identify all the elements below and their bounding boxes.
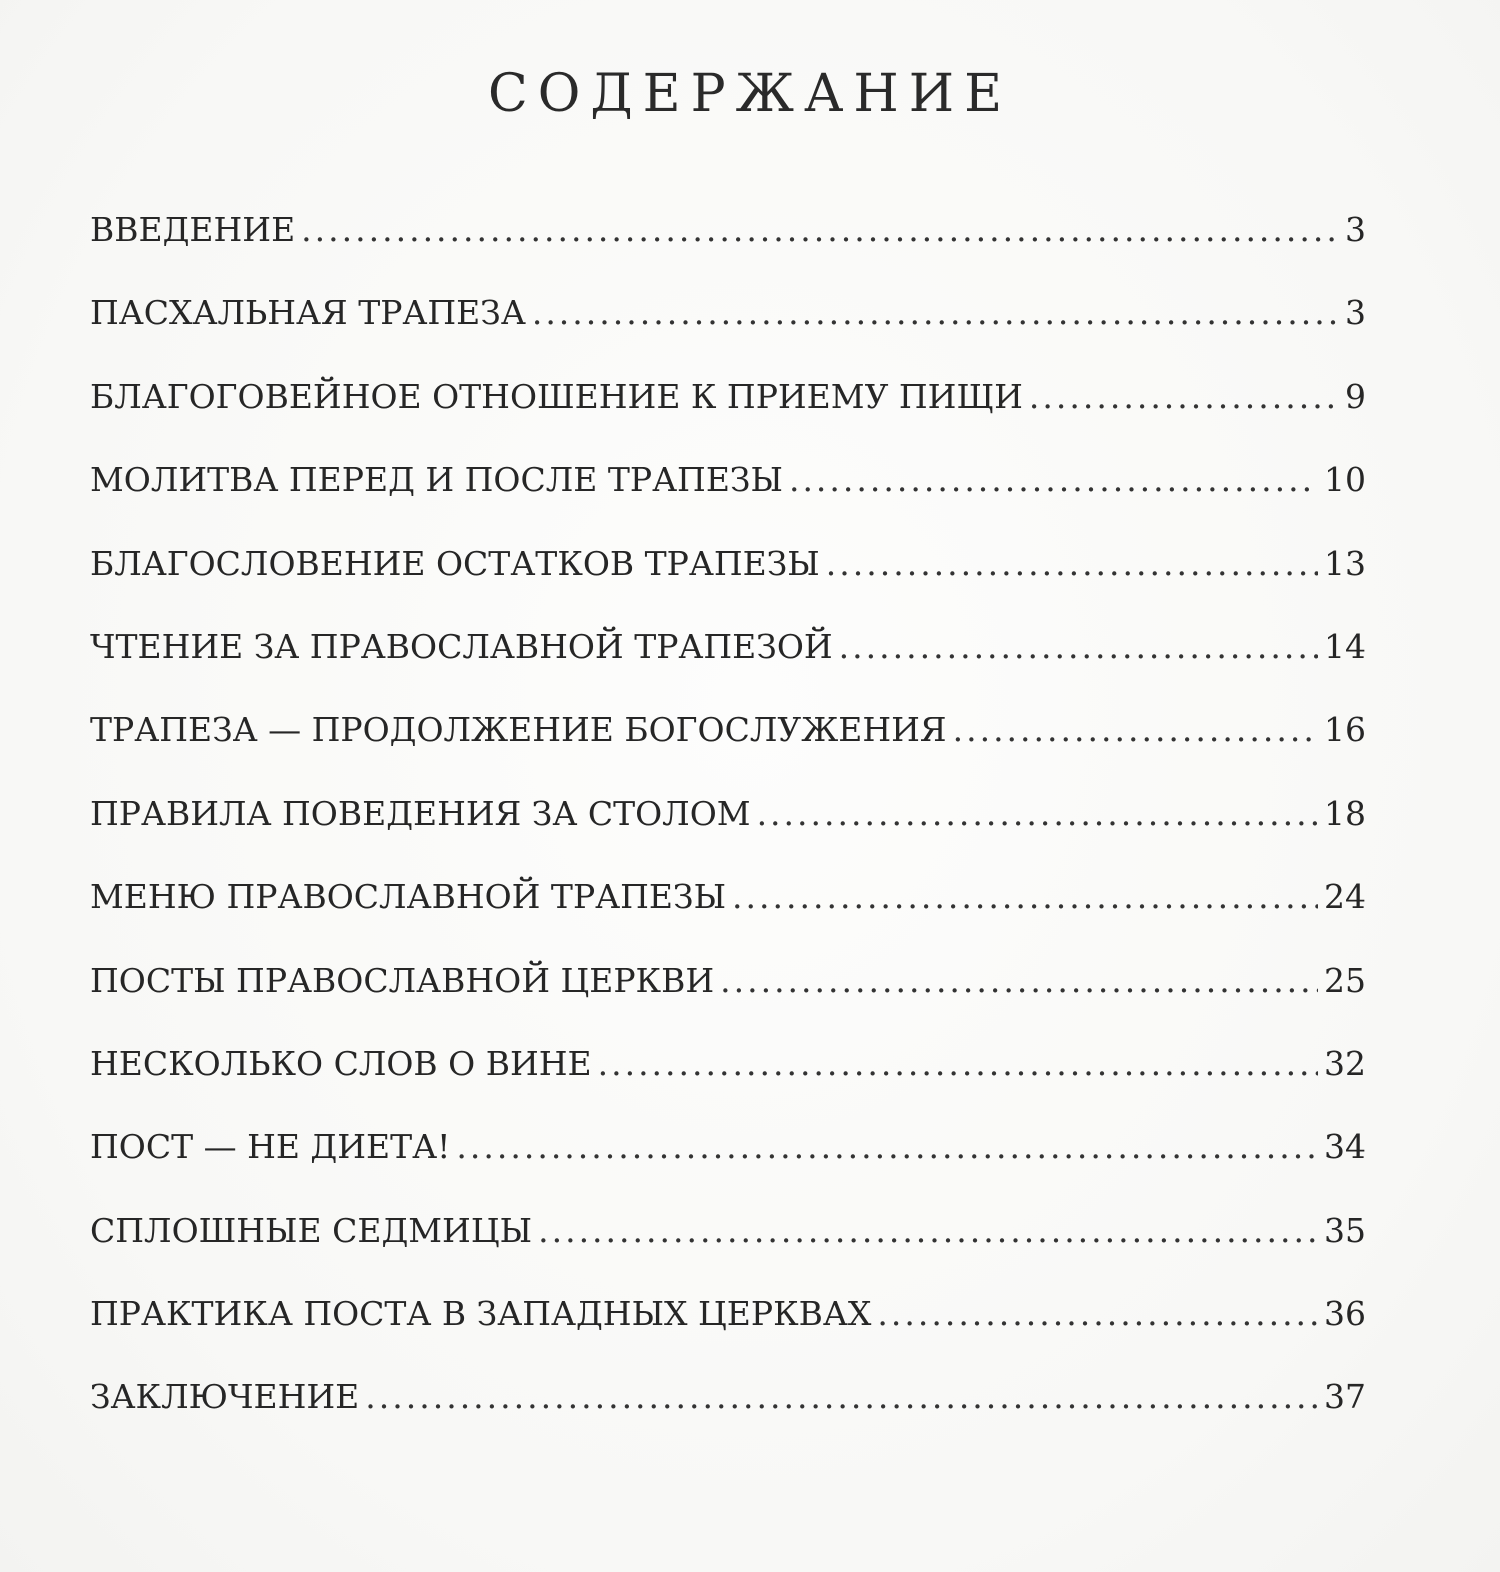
toc-entry xyxy=(90,210,1366,296)
toc-leader-dots xyxy=(720,964,1318,997)
toc-entry-page: 24 xyxy=(1324,877,1366,917)
toc-leader-dots xyxy=(456,1130,1318,1163)
toc-entry-page: 13 xyxy=(1324,543,1366,583)
toc-entry-page: 3 xyxy=(1345,210,1366,249)
toc-entry-title: СПЛОШНЫЕ СЕДМИЦЫ xyxy=(90,1210,533,1250)
toc-entry-title: ПРАВИЛА ПОВЕДЕНИЯ ЗА СТОЛОМ xyxy=(90,793,751,833)
toc-entry-title: ПОСТ — НЕ ДИЕТА! xyxy=(90,1127,451,1167)
toc-entry-page: 10 xyxy=(1324,460,1366,500)
toc-entry xyxy=(90,293,1366,379)
toc-entry xyxy=(90,626,1366,713)
toc-entry xyxy=(90,1377,1366,1463)
toc-entry-page: 3 xyxy=(1345,293,1366,333)
toc-entry-title: МОЛИТВА ПЕРЕД И ПОСЛЕ ТРАПЕЗЫ xyxy=(90,460,783,500)
toc-leader-dots xyxy=(789,463,1318,496)
toc-entry-page: 35 xyxy=(1324,1210,1366,1250)
toc-entry xyxy=(90,960,1366,1047)
toc-entry xyxy=(90,460,1366,546)
toc-entry xyxy=(90,877,1366,963)
toc-leader-dots xyxy=(365,1380,1318,1413)
toc-leader-dots xyxy=(953,713,1318,746)
toc-entry-title: ПРАКТИКА ПОСТА В ЗАПАДНЫХ ЦЕРКВАХ xyxy=(90,1294,872,1334)
toc-entry-page: 16 xyxy=(1324,710,1366,750)
toc-leader-dots xyxy=(301,213,1339,246)
toc-leader-dots xyxy=(538,1214,1318,1247)
page-title: СОДЕРЖАНИЕ xyxy=(487,64,1013,124)
toc-entry-title: ПОСТЫ ПРАВОСЛАВНОЙ ЦЕРКВИ xyxy=(90,960,715,1000)
table-of-contents xyxy=(90,210,1366,1464)
toc-entry-title: БЛАГОГОВЕЙНОЕ ОТНОШЕНИЕ К ПРИЕМУ ПИЩИ xyxy=(90,376,1023,416)
toc-entry-page: 37 xyxy=(1324,1377,1366,1417)
toc-entry-title: ПАСХАЛЬНАЯ ТРАПЕЗА xyxy=(90,293,526,333)
toc-entry-title: ЧТЕНИЕ ЗА ПРАВОСЛАВНОЙ ТРАПЕЗОЙ xyxy=(90,626,833,666)
toc-leader-dots xyxy=(757,797,1318,830)
toc-leader-dots xyxy=(598,1047,1318,1080)
toc-entry-page: 32 xyxy=(1324,1043,1366,1083)
toc-entry-title: ЗАКЛЮЧЕНИЕ xyxy=(90,1377,360,1417)
toc-entry-title: ВВЕДЕНИЕ xyxy=(90,210,296,249)
toc-entry xyxy=(90,793,1366,880)
toc-entry xyxy=(90,1210,1366,1297)
toc-leader-dots xyxy=(839,630,1318,663)
toc-entry-title: МЕНЮ ПРАВОСЛАВНОЙ ТРАПЕЗЫ xyxy=(90,877,727,917)
toc-entry-page: 36 xyxy=(1324,1294,1366,1334)
toc-entry xyxy=(90,543,1366,630)
toc-leader-dots xyxy=(1029,380,1339,413)
toc-leader-dots xyxy=(532,296,1339,329)
toc-leader-dots xyxy=(826,547,1318,580)
toc-entry-page: 34 xyxy=(1324,1127,1366,1167)
toc-entry-title: БЛАГОСЛОВЕНИЕ ОСТАТКОВ ТРАПЕЗЫ xyxy=(90,543,820,583)
toc-entry-page: 14 xyxy=(1324,626,1366,666)
toc-leader-dots xyxy=(877,1297,1318,1330)
toc-entry xyxy=(90,1043,1366,1130)
toc-entry xyxy=(90,1127,1366,1213)
toc-leader-dots xyxy=(732,880,1318,913)
toc-entry xyxy=(90,710,1366,796)
toc-entry-page: 9 xyxy=(1345,376,1366,416)
toc-entry-title: ТРАПЕЗА — ПРОДОЛЖЕНИЕ БОГОСЛУЖЕНИЯ xyxy=(90,710,947,750)
toc-entry xyxy=(90,1294,1366,1380)
toc-entry-title: НЕСКОЛЬКО СЛОВ О ВИНЕ xyxy=(90,1043,592,1083)
toc-entry-page: 18 xyxy=(1324,793,1366,833)
toc-entry-page: 25 xyxy=(1324,960,1366,1000)
toc-entry xyxy=(90,376,1366,463)
